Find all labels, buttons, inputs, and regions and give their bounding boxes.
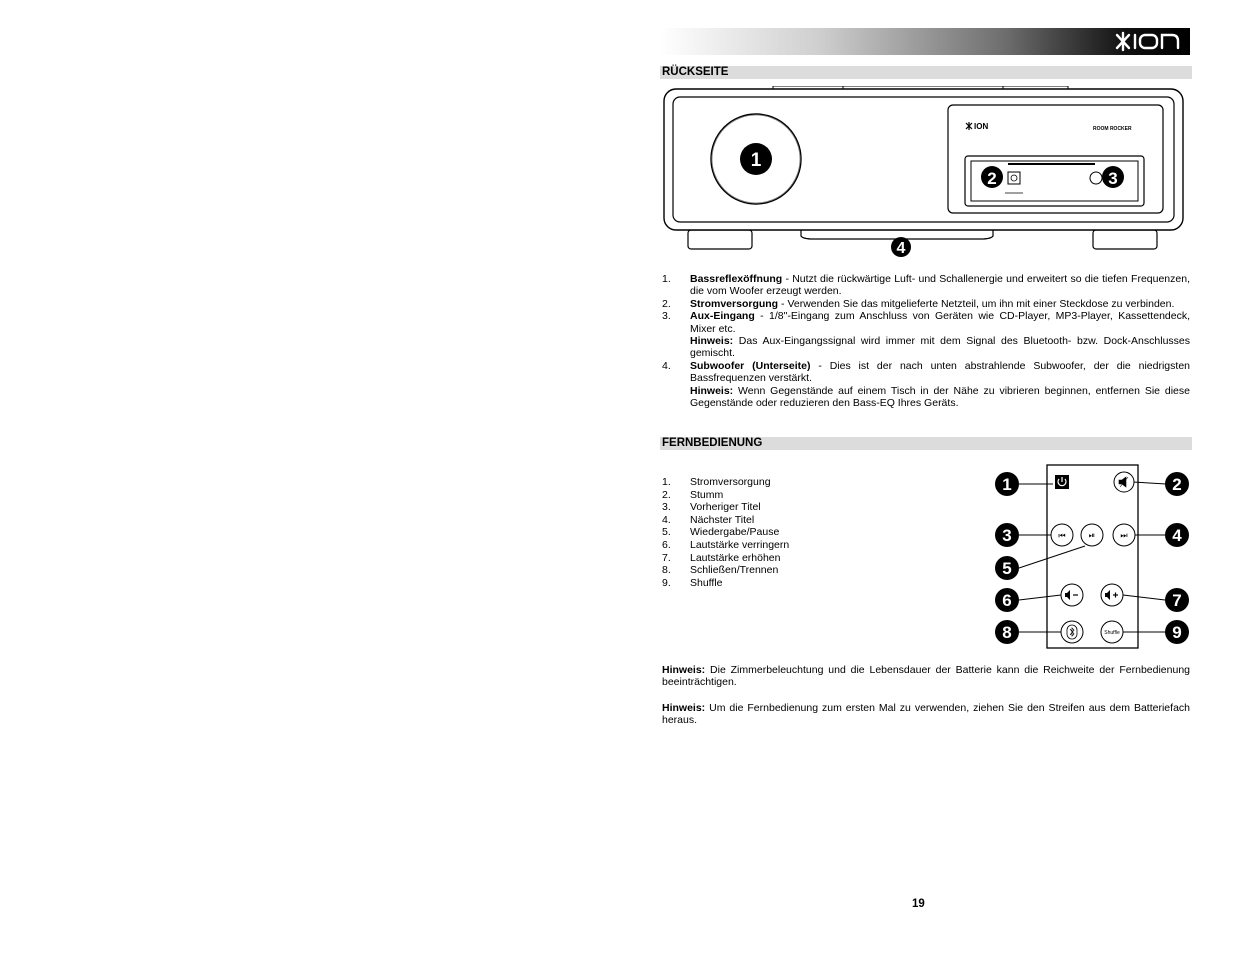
remote-illustration bbox=[990, 462, 1200, 652]
remote-callout-3-label: 3 bbox=[1002, 526, 1012, 545]
item-label: Lautstärke erhöhen bbox=[690, 551, 781, 564]
item-number: 2. bbox=[662, 488, 671, 501]
list-item bbox=[662, 298, 1190, 310]
item-term: Aux-Eingang bbox=[690, 310, 755, 323]
note-paragraph bbox=[662, 702, 1190, 727]
device-model-text: ROOM ROCKER bbox=[1093, 126, 1132, 132]
item-text: - Nutzt die rückwärtige Luft- und Schallenergie und erweitert so die tiefen Frequenzen, die vom Woofer erzeugt werden. bbox=[690, 273, 1190, 298]
item-term: Stromversorgung bbox=[690, 297, 779, 310]
item-number: 1. bbox=[662, 273, 671, 285]
list-item bbox=[662, 514, 789, 527]
item-label: Schließen/Trennen bbox=[690, 564, 779, 577]
note-label: Hinweis: bbox=[662, 702, 706, 714]
item-number: 9. bbox=[662, 576, 671, 589]
list-item bbox=[662, 489, 789, 502]
callout-3-label: 3 bbox=[1108, 169, 1118, 188]
item-number: 4. bbox=[662, 513, 671, 526]
rear-item-list bbox=[662, 273, 1190, 409]
remote-callout-8-label: 8 bbox=[1002, 623, 1012, 642]
section-title-rear: RÜCKSEITE bbox=[660, 66, 1192, 79]
item-text: - Dies ist der nach unten abstrahlende Subwoofer, der die niedrigsten Bassfrequenzen verstärkt. bbox=[690, 359, 1190, 385]
section-title-remote: FERNBEDIENUNG bbox=[660, 437, 1192, 450]
item-note-label: Hinweis: bbox=[690, 384, 734, 397]
item-note-label: Hinweis: bbox=[690, 335, 734, 348]
list-item bbox=[662, 476, 789, 489]
remote-item-list bbox=[662, 476, 789, 589]
remote-callout-4-label: 4 bbox=[1172, 526, 1182, 545]
remote-callout-7-label: 7 bbox=[1172, 591, 1182, 610]
callout-2-label: 2 bbox=[987, 169, 997, 188]
item-note-text: Wenn Gegenstände auf einem Tisch in der Nähe zu vibrieren beginnen, entfernen Sie diese Gegenstände oder reduzieren den Bass-EQ Ihres Geräts. bbox=[690, 384, 1190, 410]
note-paragraph bbox=[662, 664, 1190, 689]
device-rear-illustration bbox=[663, 86, 1191, 258]
item-number: 3. bbox=[662, 310, 671, 323]
remote-callout-1-label: 1 bbox=[1002, 475, 1012, 494]
item-label: Vorheriger Titel bbox=[690, 501, 761, 514]
volume-down-button bbox=[1061, 584, 1083, 606]
callout-4-label: 4 bbox=[896, 240, 906, 257]
item-label: Wiedergabe/Pause bbox=[690, 526, 780, 539]
device-logo-text: ION bbox=[974, 122, 989, 131]
item-number: 2. bbox=[662, 297, 671, 310]
remote-callout-2-label: 2 bbox=[1172, 475, 1182, 494]
callout-1-label: 1 bbox=[750, 150, 762, 171]
item-label: Nächster Titel bbox=[690, 513, 755, 526]
power-jack bbox=[1008, 172, 1020, 184]
page-number: 19 bbox=[912, 898, 925, 910]
item-number: 5. bbox=[662, 526, 671, 539]
item-number: 6. bbox=[662, 538, 671, 551]
item-number: 4. bbox=[662, 359, 671, 372]
play-pause-icon: ⏯ bbox=[1088, 531, 1096, 540]
volume-up-button bbox=[1101, 584, 1123, 606]
item-note-text: Das Aux-Eingangssignal wird immer mit dem Signal des Bluetooth- bzw. Dock-Anschlusses gemischt. bbox=[690, 335, 1190, 360]
ion-logo bbox=[1114, 31, 1184, 52]
header-bar bbox=[660, 28, 1190, 55]
list-item bbox=[662, 577, 789, 590]
item-label: Stromversorgung bbox=[690, 476, 771, 488]
item-label: Lautstärke verringern bbox=[690, 538, 790, 551]
list-item bbox=[662, 526, 789, 539]
list-item bbox=[662, 501, 789, 514]
list-item bbox=[662, 360, 1190, 410]
brand-text: ION bbox=[1114, 31, 1116, 32]
remote-callout-6-label: 6 bbox=[1002, 591, 1012, 610]
note-text: Um die Fernbedienung zum ersten Mal zu verwenden, ziehen Sie den Streifen aus dem Batteriefach heraus. bbox=[662, 702, 1190, 727]
item-number: 3. bbox=[662, 501, 671, 514]
previous-icon: ⏮ bbox=[1058, 531, 1066, 540]
note-label: Hinweis: bbox=[662, 664, 706, 676]
shuffle-button-label: Shuffle bbox=[1104, 630, 1120, 636]
list-item bbox=[662, 273, 1190, 298]
remote-callout-9-label: 9 bbox=[1172, 623, 1182, 642]
item-text: - 1/8"-Eingang zum Anschluss von Geräten wie CD-Player, MP3-Player, Kassettendeck, Mixer etc. bbox=[690, 310, 1190, 335]
item-number: 7. bbox=[662, 551, 671, 564]
list-item bbox=[662, 552, 789, 565]
aux-jack bbox=[1090, 172, 1102, 184]
remote-callout-5-label: 5 bbox=[1002, 559, 1012, 578]
note-text: Die Zimmerbeleuchtung und die Lebensdauer der Batterie kann die Reichweite der Fernbedienung beeinträchtigen. bbox=[662, 664, 1190, 689]
list-item bbox=[662, 310, 1190, 360]
item-term: Bassreflexöffnung bbox=[690, 273, 783, 285]
item-number: 1. bbox=[662, 476, 671, 488]
item-label: Shuffle bbox=[690, 576, 723, 589]
list-item bbox=[662, 539, 789, 552]
next-icon: ⏭ bbox=[1120, 531, 1128, 540]
item-number: 8. bbox=[662, 564, 671, 577]
list-item bbox=[662, 564, 789, 577]
item-label: Stumm bbox=[690, 488, 724, 501]
item-term: Subwoofer (Unterseite) bbox=[690, 359, 811, 372]
item-text: - Verwenden Sie das mitgelieferte Netzteil, um ihn mit einer Steckdose zu verbinden. bbox=[778, 297, 1175, 310]
